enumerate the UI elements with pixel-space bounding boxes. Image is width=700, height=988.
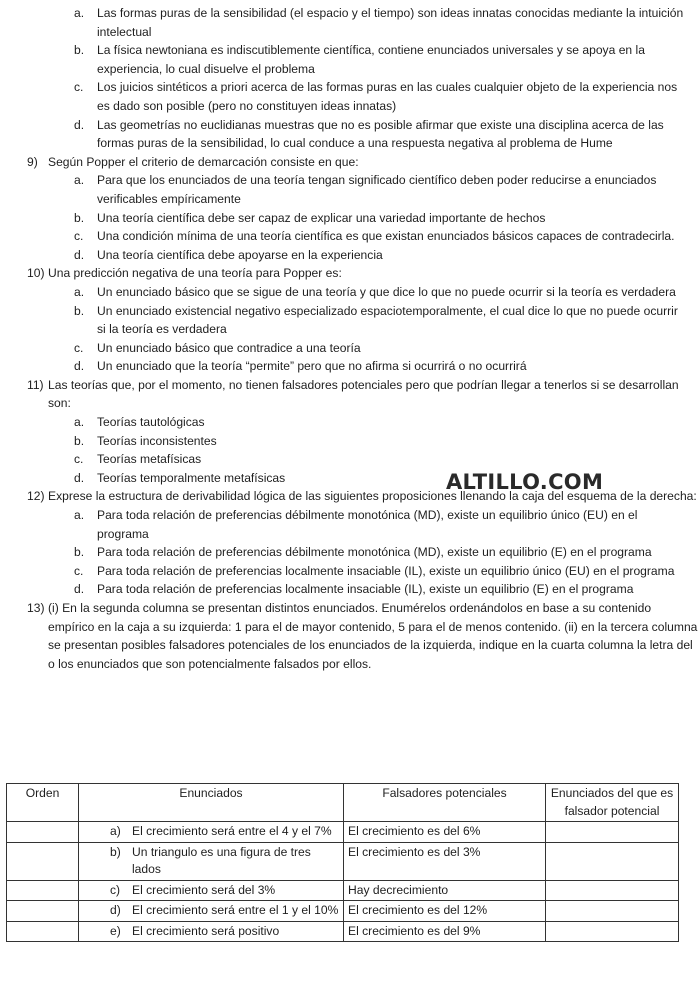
option-text: Un enunciado básico que contradice a una teoría [97,340,361,355]
header-statements: Enunciados [79,784,344,822]
header-falsified-statements: Enunciados del que es falsador potencial [546,784,679,822]
answer-option [0,41,700,78]
option-letter: d. [74,247,85,262]
statement-text: Un triangulo es una figura de tres lados [132,844,311,876]
answer-option [0,506,700,543]
header-falsifiers: Falsadores potenciales [344,784,546,822]
option-letter: c. [74,340,84,355]
option-letter: b. [74,43,85,58]
option-text: Para toda relación de preferencias débilmente monotónica (MD), existe un equilibrio único (EU) en el programa [97,508,638,541]
question-text: Según Popper el criterio de demarcación consiste en que: [48,154,359,169]
option-letter: b. [74,303,85,318]
option-text: Un enunciado existencial negativo especializado espaciotemporalmente, el cual dice lo que no puede ocurrir si la teoría es verdadera [97,303,678,337]
question-stem [0,599,700,673]
falsified-answer-cell[interactable] [546,822,679,843]
statement-letter: b) [110,844,121,859]
document-body [0,4,700,673]
table-row [7,921,679,942]
answer-option [0,246,700,265]
answer-option [0,432,700,451]
statement-cell [79,901,344,922]
answer-option [0,302,700,339]
statement-letter: e) [110,923,121,938]
question-text: Las teorías que, por el momento, no tienen falsadores potenciales pero que podrían llegar a tenerlos si se desarrollan son: [48,377,679,411]
previous-question-options [0,4,700,153]
option-letter: c. [74,563,84,578]
statement-cell [79,880,344,901]
statement-text: El crecimiento será entre el 4 y el 7% [132,824,332,838]
option-text: Para toda relación de preferencias localmente insaciable (IL), existe un equilibrio (E) en el programa [97,582,634,597]
table-row [7,822,679,843]
falsifier-cell: Hay decrecimiento [344,880,546,901]
option-text: Un enunciado que la teoría “permite” pero que no afirma si ocurrirá o no ocurrirá [97,359,527,374]
falsified-answer-cell[interactable] [546,921,679,942]
answer-option [0,4,700,41]
question-list [0,153,700,674]
option-text: Las formas puras de la sensibilidad (el espacio y el tiempo) son ideas innatas conocidas mediante la intuición intelectual [97,6,684,39]
option-text: Para toda relación de preferencias débilmente monotónica (MD), existe un equilibrio (E) en el programa [97,545,652,560]
statement-text: El crecimiento será del 3% [132,882,276,897]
option-text: Los juicios sintéticos a priori acerca de las formas puras en las cuales cualquier objeto de la experiencia nos es dado son posible (pero no constituyen ideas innatas) [97,80,678,113]
order-cell[interactable] [7,842,79,880]
question-block [0,487,700,599]
answer-option [0,413,700,432]
table-row [7,842,679,880]
order-cell[interactable] [7,822,79,843]
option-letter: c. [74,80,84,95]
question-block [0,153,700,265]
question-text: Exprese la estructura de derivabilidad lógica de las siguientes proposiciones llenando la caja del esquema de la derecha: [48,489,697,504]
question-number: 9) [27,154,38,169]
answer-table [6,783,679,942]
option-letter: a. [74,6,85,20]
option-letter: b. [74,210,85,225]
question-stem [0,153,700,172]
answer-option [0,339,700,358]
answer-option [0,227,700,246]
option-text: Teorías metafísicas [97,452,202,467]
option-text: Una condición mínima de una teoría científica es que existan enunciados básicos capaces de contradecirla. [97,229,675,244]
falsifier-cell: El crecimiento es del 3% [344,842,546,880]
question-block [0,599,700,673]
answer-option [0,450,700,469]
falsifier-cell: El crecimiento es del 9% [344,921,546,942]
option-letter: a. [74,508,85,523]
option-letter: b. [74,545,85,560]
falsified-answer-cell[interactable] [546,880,679,901]
option-text: Una teoría científica debe apoyarse en la experiencia [97,247,383,262]
falsifier-cell: El crecimiento es del 12% [344,901,546,922]
question-block [0,264,700,376]
option-letter: a. [74,415,85,430]
option-text: La física newtoniana es indiscutiblemente científica, contiene enunciados universales y se apoya en la experiencia, lo cual disuelve el problema [97,43,645,76]
option-letter: a. [74,284,85,299]
option-letter: d. [74,117,85,132]
watermark: ALTILLO.COM [446,470,604,494]
option-text: Teorías tautológicas [97,415,205,430]
question-stem [0,376,700,413]
answer-option [0,171,700,208]
option-text: Las geometrías no euclidianas muestras que no es posible afirmar que existe una disciplina acerca de las formas puras de la sensibilidad, lo cual conduce a una respuesta negativa al problema de Hume [97,117,664,151]
answer-option [0,116,700,153]
question-number: 13) [27,601,45,615]
statement-text: El crecimiento será entre el 1 y el 10% [132,903,339,917]
answer-option [0,357,700,376]
option-text: Una teoría científica debe ser capaz de explicar una variedad importante de hechos [97,210,546,225]
statement-cell [79,921,344,942]
answer-option [0,78,700,115]
option-letter: b. [74,433,85,448]
option-letter: d. [74,359,85,374]
table-row [7,901,679,922]
header-order: Orden [7,784,79,822]
option-text: Para toda relación de preferencias localmente insaciable (IL), existe un equilibrio único (EU) en el programa [97,563,675,578]
statement-letter: d) [110,903,121,917]
statement-text: El crecimiento será positivo [132,923,280,938]
option-text: Un enunciado básico que se sigue de una teoría y que dice lo que no puede ocurrir si la teoría es verdadera [97,284,676,299]
answer-option [0,209,700,228]
question-stem [0,264,700,283]
option-text: Para que los enunciados de una teoría tengan significado científico deben poder reducirse a enunciados verificables empíricamente [97,173,657,206]
question-text: (i) En la segunda columna se presentan distintos enunciados. Enumérelos ordenándolos en base a su contenido empírico en la caja a su izquierda: 1 para el de mayor contenido, 5 para el de menos contenido. (ii) en la tercera columna se presentan posibles falsadores potenciales de los enunciados de la izquierda, indique en la cuarta columna la letra del o los enunciados que son potencialmente falsados por ellos. [48,601,698,671]
option-letter: d. [74,470,85,485]
option-letter: a. [74,173,85,188]
question-number: 11) [27,377,44,392]
falsified-answer-cell[interactable] [546,842,679,880]
statement-letter: a) [110,824,121,838]
option-letter: c. [74,229,84,244]
question-number: 10) [27,266,45,281]
option-letter: c. [74,452,84,467]
answer-option [0,283,700,302]
option-text: Teorías inconsistentes [97,433,217,448]
order-cell[interactable] [7,880,79,901]
falsified-answer-cell[interactable] [546,901,679,922]
table-header-row [7,784,679,822]
statement-letter: c) [110,882,121,897]
question-text: Una predicción negativa de una teoría para Popper es: [48,266,342,281]
answer-option [0,580,700,599]
order-cell[interactable] [7,901,79,922]
statement-cell [79,842,344,880]
answer-option [0,543,700,562]
table-row [7,880,679,901]
option-text: Teorías temporalmente metafísicas [97,470,286,485]
falsifier-cell: El crecimiento es del 6% [344,822,546,843]
answer-option [0,562,700,581]
option-letter: d. [74,582,85,597]
question-number: 12) [27,489,45,504]
statement-cell [79,822,344,843]
order-cell[interactable] [7,921,79,942]
